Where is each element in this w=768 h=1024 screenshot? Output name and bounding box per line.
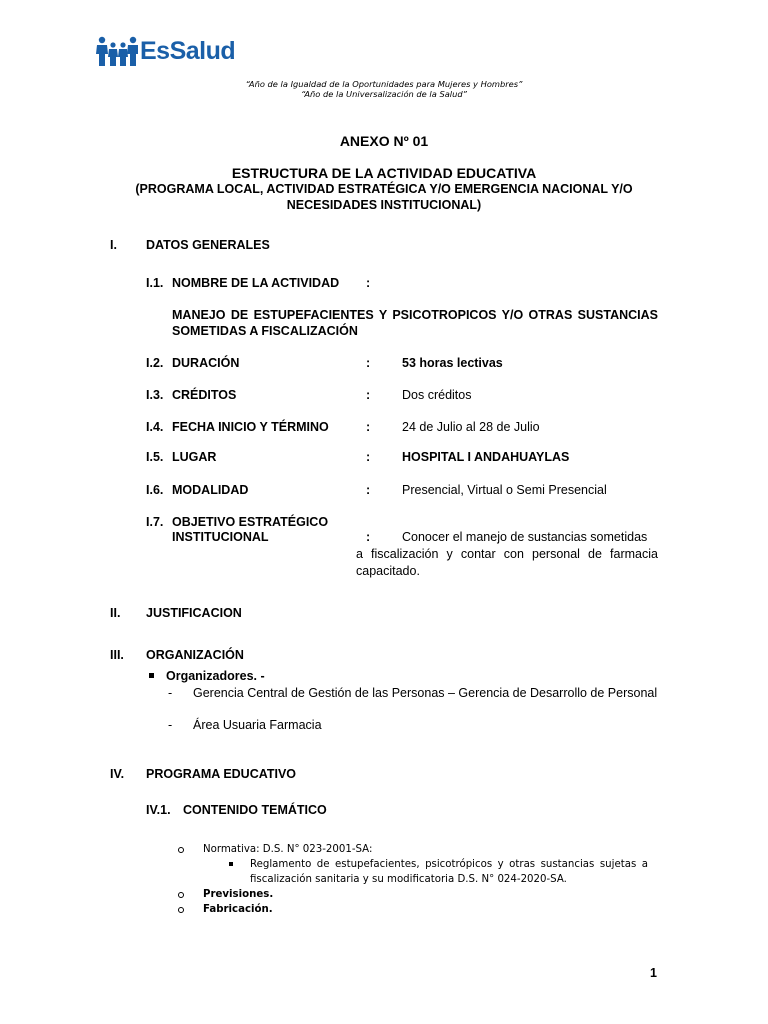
activity-name-num: I.1. — [146, 276, 164, 290]
topic-3: Fabricación. — [203, 904, 273, 915]
topic-1: Normativa: D.S. N° 023-2001-SA: — [203, 844, 373, 855]
activity-name-label: NOMBRE DE LA ACTIVIDAD — [172, 276, 340, 290]
section-4-heading: PROGRAMA EDUCATIVO — [146, 767, 296, 781]
document-subtitle: (PROGRAMA LOCAL, ACTIVIDAD ESTRATÉGICA Y/O EMERGENCIA NACIONAL Y/O NECESIDADES INSTITUCIONAL) — [135, 182, 633, 212]
dash-bullet: - — [168, 718, 173, 732]
duration-value: 53 horas lectivas — [402, 356, 503, 370]
place-num: I.5. — [146, 450, 164, 464]
dates-colon: : — [366, 420, 371, 434]
essalud-logo — [96, 36, 235, 66]
organizer-item-2: Área Usuaria Farmacia — [193, 718, 322, 732]
activity-name-value: MANEJO DE ESTUPEFACIENTES Y PSICOTROPICOS Y/O OTRAS SUSTANCIAS SOMETIDAS A FISCALIZACIÓN — [172, 308, 658, 338]
annex-label: ANEXO Nº 01 — [339, 133, 429, 149]
credits-colon: : — [366, 388, 371, 402]
objective-num: I.7. — [146, 515, 164, 529]
section-2-numeral: II. — [110, 606, 121, 620]
organizer-item-1: Gerencia Central de Gestión de las Personas – Gerencia de Desarrollo de Personal — [193, 686, 658, 700]
credits-label: CRÉDITOS — [172, 388, 237, 402]
modality-value: Presencial, Virtual o Semi Presencial — [402, 483, 607, 497]
circle-bullet-icon — [178, 847, 184, 853]
duration-num: I.2. — [146, 356, 164, 370]
section-4-numeral: IV. — [110, 767, 125, 781]
section-3-heading: ORGANIZACIÓN — [146, 648, 244, 662]
duration-colon: : — [366, 356, 371, 370]
place-value: HOSPITAL I ANDAHUAYLAS — [402, 450, 570, 464]
place-label: LUGAR — [172, 450, 217, 464]
square-bullet-icon — [149, 673, 154, 678]
family-figures-icon — [96, 36, 138, 66]
modality-colon: : — [366, 483, 371, 497]
subtopic: Reglamento de estupefacientes, psicotrópicos y otras sustancias sujetas a fiscalización sanitaria y su modificatoria D.S. N° 024-2020-SA. — [250, 859, 648, 885]
motto-line-1: “Año de la Igualdad de la Oportunidades para Mujeres y Hombres” — [245, 79, 523, 89]
modality-num: I.6. — [146, 483, 164, 497]
square-bullet-icon — [229, 862, 233, 866]
modality-label: MODALIDAD — [172, 483, 249, 497]
credits-value: Dos créditos — [402, 388, 472, 402]
objective-label-line-2: INSTITUCIONAL — [172, 530, 269, 544]
organizers-label: Organizadores. - — [166, 669, 265, 683]
document-title: ESTRUCTURA DE LA ACTIVIDAD EDUCATIVA — [231, 165, 537, 181]
circle-bullet-icon — [178, 892, 184, 898]
section-3-numeral: III. — [110, 648, 124, 662]
activity-name-colon: : — [366, 276, 371, 290]
credits-num: I.3. — [146, 388, 164, 402]
page-number: 1 — [650, 966, 657, 980]
objective-value-rest: a fiscalización y contar con personal de farmacia capacitado. — [356, 547, 658, 578]
logo-text: EsSalud — [140, 36, 236, 65]
duration-label: DURACIÓN — [172, 356, 240, 370]
section-1-heading: DATOS GENERALES — [146, 238, 270, 252]
dash-bullet: - — [168, 686, 173, 700]
section-2-heading: JUSTIFICACION — [146, 606, 242, 620]
place-colon: : — [366, 450, 371, 464]
motto-line-2: “Año de la Universalización de la Salud” — [301, 89, 467, 99]
objective-colon: : — [366, 530, 371, 544]
objective-value-line-1: Conocer el manejo de sustancias sometidas — [402, 530, 648, 544]
circle-bullet-icon — [178, 907, 184, 913]
objective-label-line-1: OBJETIVO ESTRATÉGICO — [172, 515, 329, 529]
section-1-numeral: I. — [110, 238, 117, 252]
dates-value: 24 de Julio al 28 de Julio — [402, 420, 540, 434]
subsection-heading: CONTENIDO TEMÁTICO — [183, 803, 327, 817]
subsection-num: IV.1. — [146, 803, 171, 817]
dates-num: I.4. — [146, 420, 164, 434]
topic-2: Previsiones. — [203, 889, 274, 900]
dates-label: FECHA INICIO Y TÉRMINO — [172, 420, 329, 434]
